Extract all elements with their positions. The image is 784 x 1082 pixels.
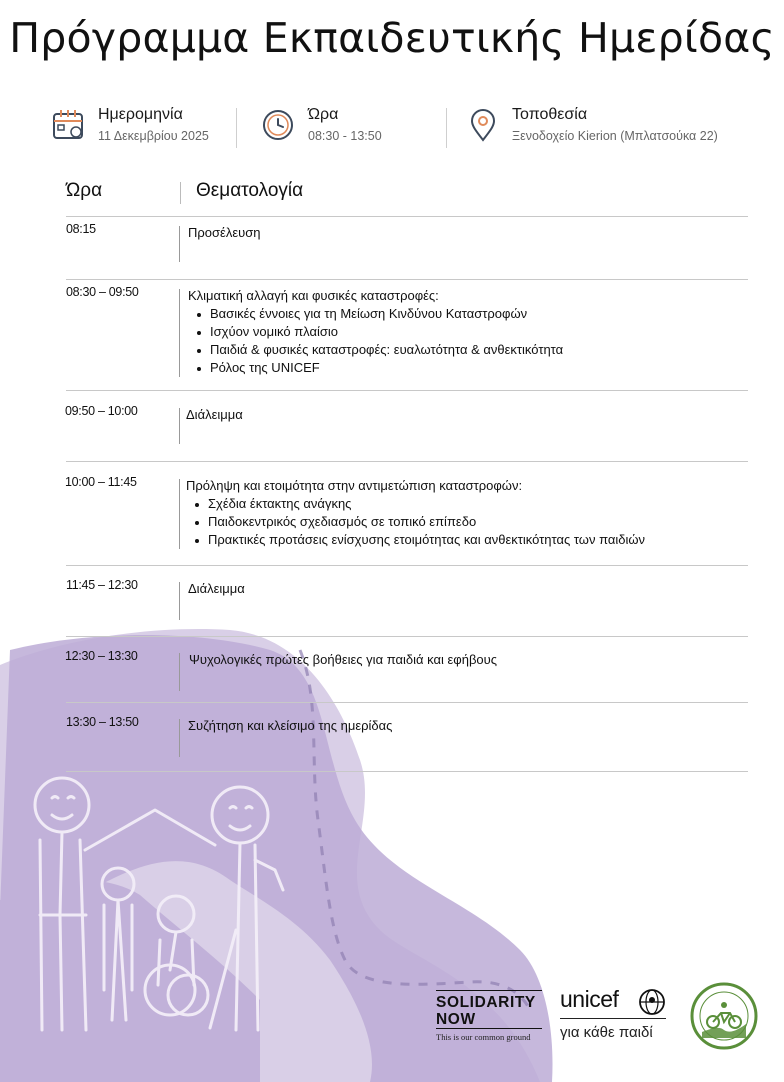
location-pin-icon: [466, 108, 500, 142]
row-topic: Διάλειμμα: [186, 407, 243, 422]
row-time: 10:00 – 11:45: [65, 475, 137, 489]
column-header-topic: Θεματολογία: [196, 180, 304, 201]
row-topic: Προσέλευση: [188, 225, 261, 240]
row-divider: [66, 702, 748, 703]
list-item: Πρακτικές προτάσεις ενίσχυσης ετοιμότητας και ανθεκτικότητας των παιδιών: [208, 532, 646, 547]
schedule-row: [66, 222, 748, 272]
row-divider-vertical: [179, 408, 180, 444]
solidarity-now-logo: [436, 990, 546, 1046]
municipality-karditsa-logo: [690, 980, 758, 1052]
schedule-row: [66, 649, 748, 699]
row-divider: [66, 636, 748, 637]
row-divider: [66, 216, 748, 217]
list-item: Παιδοκεντρικός σχεδιασμός σε τοπικό επίπεδο: [208, 513, 645, 531]
info-divider: [236, 108, 237, 148]
row-divider: [66, 565, 748, 566]
row-time: 09:50 – 10:00: [65, 404, 138, 418]
row-divider-vertical: [179, 653, 180, 691]
row-divider-vertical: [179, 226, 180, 262]
row-time: 08:30 – 09:50: [66, 285, 139, 299]
info-divider: [446, 108, 447, 148]
schedule-row: [66, 715, 748, 765]
municipality-seal-icon: [690, 980, 758, 1052]
row-topic: Κλιματική αλλαγή και φυσικές καταστροφές:: [188, 288, 439, 303]
topic-bullet-list: [188, 305, 563, 377]
solidarity-logo-line2: NOW: [436, 1011, 476, 1028]
row-content: [186, 477, 645, 549]
date-value: 11 Δεκεμβρίου 2025: [98, 129, 209, 143]
list-item: Παιδιά & φυσικές καταστροφές: ευαλωτότητα & ανθεκτικότητα: [210, 342, 564, 357]
row-divider: [66, 279, 748, 280]
schedule-row: [66, 578, 748, 628]
list-item: Ρόλος της UNICEF: [210, 359, 563, 377]
row-divider-vertical: [179, 289, 180, 377]
solidarity-tagline: This is our common ground: [436, 1032, 531, 1042]
location-value: Ξενοδοχείο Kierion (Μπλατσούκα 22): [512, 129, 718, 143]
row-time: 11:45 – 12:30: [66, 578, 138, 592]
row-divider: [66, 461, 748, 462]
solidarity-logo-line1: SOLIDARITY: [436, 994, 536, 1011]
clock-icon: [262, 108, 296, 142]
row-divider-vertical: [179, 479, 180, 549]
row-divider-vertical: [179, 582, 180, 620]
column-header-time: Ώρα: [66, 180, 103, 201]
row-topic: Ψυχολογικές πρώτες βοήθειες για παιδιά και εφήβους: [189, 652, 498, 667]
list-item: Βασικές έννοιες για τη Μείωση Κινδύνου Καταστροφών: [210, 305, 563, 323]
unicef-logo: [560, 986, 672, 1046]
row-content: [188, 287, 563, 377]
row-time: 08:15: [66, 222, 96, 236]
unicef-wordmark: unicef: [560, 986, 619, 1012]
schedule-row: [66, 404, 748, 454]
unicef-tagline: για κάθε παιδί: [560, 1024, 653, 1041]
time-value: 08:30 - 13:50: [308, 129, 382, 143]
topic-bullet-list: [186, 495, 645, 549]
event-info-bar: [0, 104, 784, 150]
row-divider: [66, 390, 748, 391]
row-topic: Συζήτηση και κλείσιμο της ημερίδας: [188, 718, 393, 733]
list-item: Σχέδια έκτακτης ανάγκης: [208, 495, 645, 513]
location-label: Τοποθεσία: [512, 106, 588, 123]
row-time: 12:30 – 13:30: [65, 649, 138, 663]
row-topic: Πρόληψη και ετοιμότητα στην αντιμετώπιση καταστροφών:: [186, 478, 523, 493]
schedule-table-header: [66, 180, 748, 216]
row-divider: [66, 771, 748, 772]
row-time: 13:30 – 13:50: [66, 715, 139, 729]
unicef-globe-icon: [638, 988, 666, 1016]
date-label: Ημερομηνία: [98, 106, 183, 123]
calendar-icon: [52, 108, 86, 142]
list-item: Ισχύον νομικό πλαίσιο: [210, 323, 563, 341]
header-divider: [180, 182, 181, 204]
schedule-row: [66, 475, 748, 559]
row-topic: Διάλειμμα: [188, 581, 245, 596]
schedule-row: [66, 285, 748, 385]
page-title: Πρόγραμμα Εκπαιδευτικής Ημερίδας: [9, 14, 775, 62]
time-label: Ώρα: [308, 106, 339, 123]
row-divider-vertical: [179, 719, 180, 757]
